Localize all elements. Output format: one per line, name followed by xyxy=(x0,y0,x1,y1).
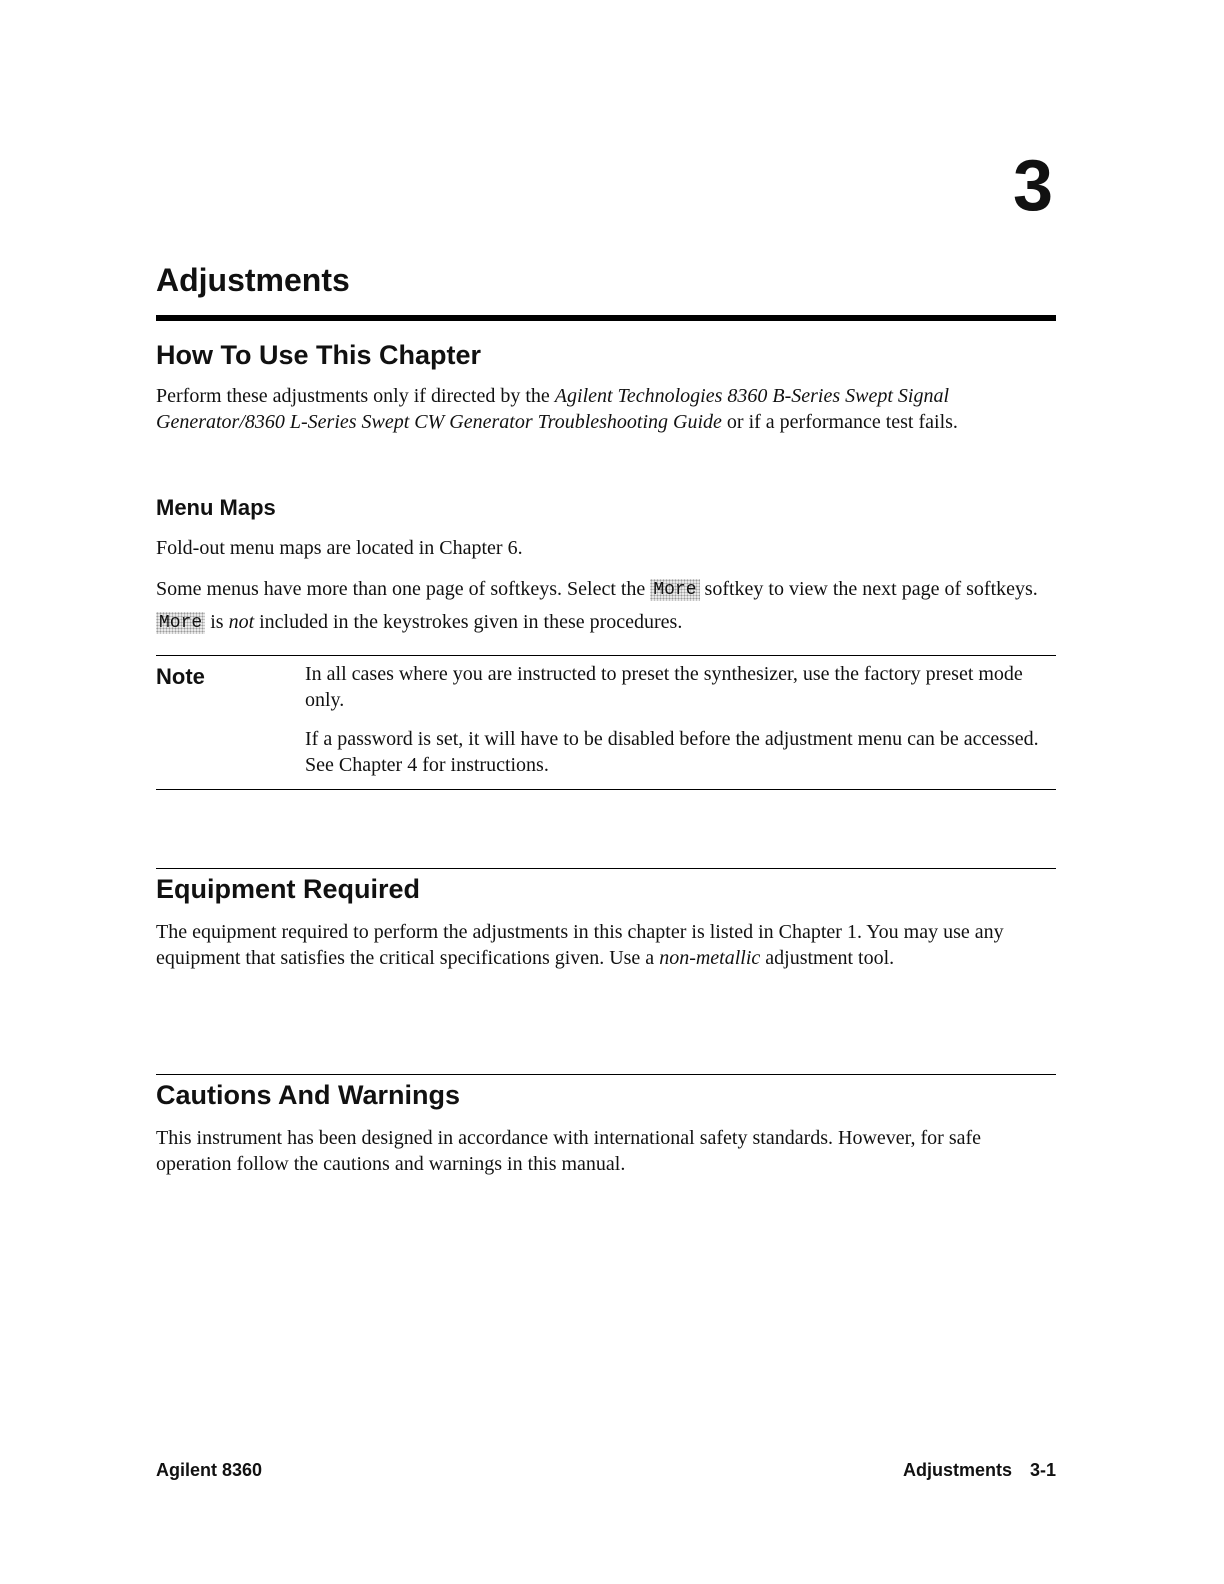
note-paragraph-2: If a password is set, it will have to be disabled before the adjustment menu can be accessed. See Chapter 4 for instructions. xyxy=(305,728,1039,776)
menu-maps-text-d: included in the keystrokes given in these procedures. xyxy=(254,611,683,633)
cautions-section-rule xyxy=(156,1074,1056,1075)
more-softkey: More xyxy=(156,612,205,634)
how-to-use-text-start: Perform these adjustments only if directed by the xyxy=(156,385,555,407)
troubleshooting-guide-title: Agilent Technologies 8360 B-Series Swept Signal Generator/8360 L-Series Swept CW Generator Troubleshooting Guide xyxy=(156,385,950,433)
cautions-paragraph: This instrument has been designed in accordance with international safety standards. However, for safe operation follow the cautions and warnings in this manual. xyxy=(156,1127,982,1175)
footer-section-name: Adjustments xyxy=(902,1460,1012,1480)
note-top-rule xyxy=(156,655,1056,656)
chapter-title-rule xyxy=(156,315,1056,321)
equipment-text-start: The equipment required to perform the adjustments in this chapter is listed in Chapter 1. You may use any equipment that satisfies the critical specifications given. Use a xyxy=(156,921,1004,969)
more-softkey: More xyxy=(650,579,699,601)
how-to-use-text-end: or if a performance test fails. xyxy=(721,411,958,433)
chapter-title: Adjustments xyxy=(156,262,350,298)
note-paragraph-1: In all cases where you are instructed to preset the synthesizer, use the factory preset mode only. xyxy=(305,663,1023,711)
equipment-paragraph xyxy=(156,919,1056,971)
section-heading-how-to-use: How To Use This Chapter xyxy=(156,340,482,370)
footer-product-name: Agilent 8360 xyxy=(156,1460,263,1480)
section-heading-equipment-required: Equipment Required xyxy=(156,874,421,904)
menu-maps-paragraph-1: Fold-out menu maps are located in Chapter 6. xyxy=(156,537,523,559)
menu-maps-text-b: softkey to view the next page of softkeys. xyxy=(699,578,1038,600)
equipment-text-end: adjustment tool. xyxy=(760,947,895,969)
footer-page-number: 3-1 xyxy=(1029,1460,1056,1480)
menu-maps-text-a: Some menus have more than one page of softkeys. Select the xyxy=(156,578,651,600)
emphasis-not: not xyxy=(228,611,255,633)
section-heading-cautions-and-warnings: Cautions And Warnings xyxy=(156,1080,460,1110)
equipment-section-rule xyxy=(156,868,1056,869)
menu-maps-text-c: is xyxy=(205,611,229,633)
note-bottom-rule xyxy=(156,789,1056,790)
footer-page-label xyxy=(903,1460,1056,1481)
how-to-use-paragraph xyxy=(156,383,1056,435)
chapter-number: 3 xyxy=(1012,146,1054,226)
emphasis-non-metallic: non-metallic xyxy=(659,947,761,969)
subsection-heading-menu-maps: Menu Maps xyxy=(156,495,276,520)
menu-maps-paragraph-2 xyxy=(156,573,1056,639)
note-label: Note xyxy=(156,664,205,689)
